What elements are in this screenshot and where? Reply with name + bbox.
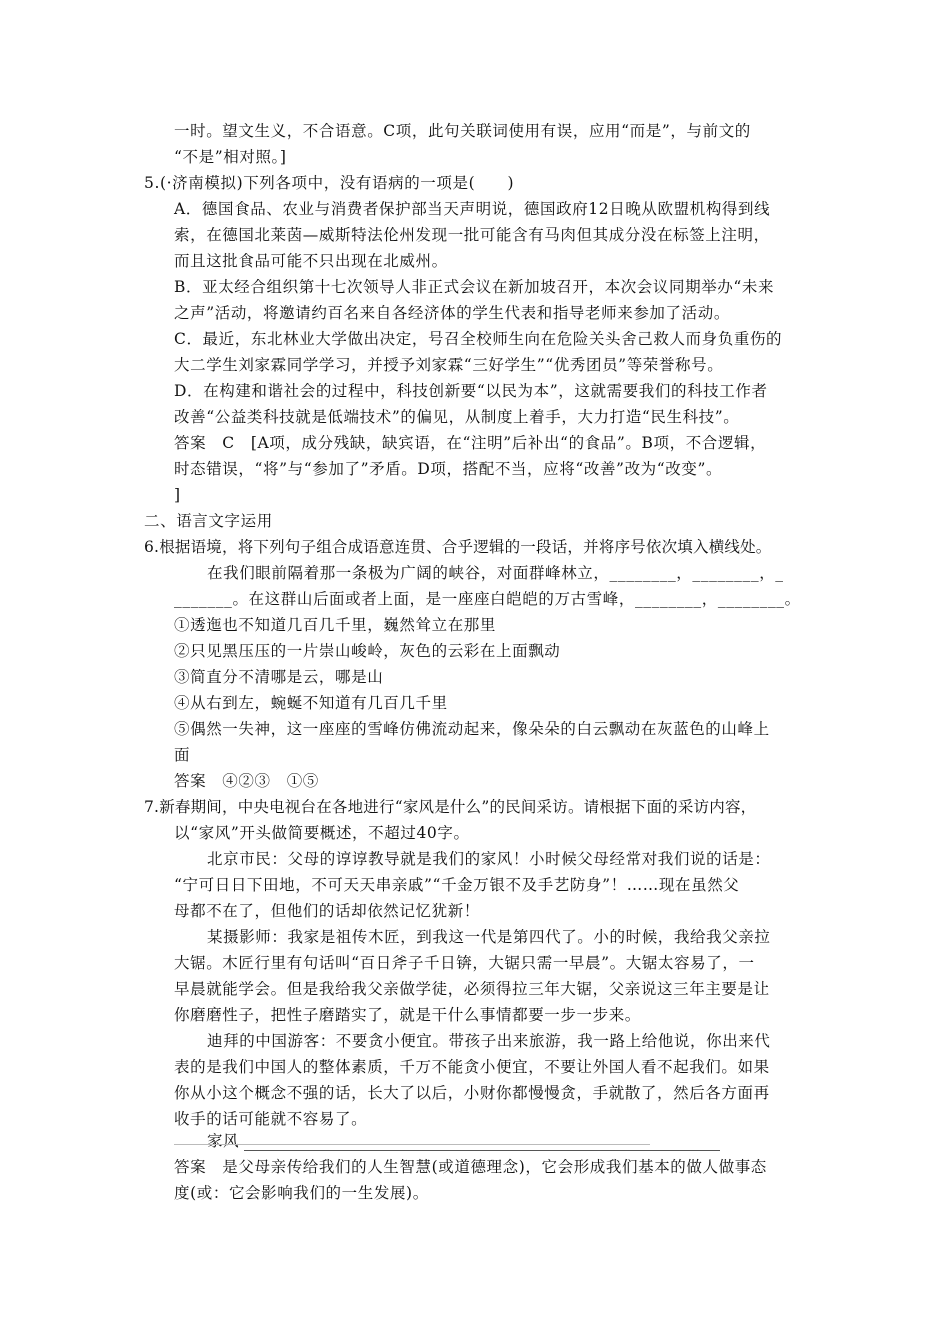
q5-answer: ] xyxy=(174,486,181,504)
q7-stem: 7.新春期间，中央电视台在各地进行“家风是什么”的民间采访。请根据下面的采访内容， xyxy=(144,798,757,816)
q7-interview-tourist: 表的是我们中国人的整体素质，千万不能贪小便宜，不要让外国人看不起我们。如果 xyxy=(174,1058,770,1076)
q6-option: ①透迤也不知道几百几千里，巍然耸立在那里 xyxy=(174,616,497,634)
q5-option-a: 而且这批食品可能不只出现在北威州。 xyxy=(174,252,448,270)
carryover-line: “不是”相对照。] xyxy=(174,148,287,166)
q6-passage: _______。在这群山后面或者上面，是一座座白皑皑的万古雪峰，________，________。 xyxy=(174,590,801,608)
section-title: 二、语言文字运用 xyxy=(144,512,273,530)
q5-stem: 5.(·济南模拟)下列各项中，没有语病的一项是( ) xyxy=(144,174,515,192)
q6-option: ②只见黑压压的一片崇山峻岭，灰色的云彩在上面飘动 xyxy=(174,642,561,660)
q5-option-c: 大二学生刘家霖同学学习，并授予刘家霖“三好学生”“优秀团员”等荣誉称号。 xyxy=(174,356,724,374)
q6-option: ③简直分不清哪是云，哪是山 xyxy=(174,668,384,686)
q5-option-a: 索，在德国北莱茵—威斯特法伦州发现一批可能含有马肉但其成分没在标签上注明， xyxy=(174,226,770,244)
answer-blank-line xyxy=(174,1144,650,1145)
q5-option-d: D．在构建和谐社会的过程中，科技创新要“以民为本”，这就需要我们的科技工作者 xyxy=(174,382,768,400)
q7-interview-tourist: 迪拜的中国游客：不要贪小便宜。带孩子出来旅游，我一路上给他说，你出来代 xyxy=(207,1032,771,1050)
q5-option-b: 之声”活动，将邀请约百名来自各经济体的学生代表和指导老师来参加了活动。 xyxy=(174,304,730,322)
q6-stem: 6.根据语境，将下列句子组合成语意连贯、合乎逻辑的一段话，并将序号依次填入横线处。 xyxy=(144,538,772,556)
q6-option: ⑤偶然一失神，这一座座的雪峰仿佛流动起来，像朵朵的白云飘动在灰蓝色的山峰上 xyxy=(174,720,770,738)
q7-interview-photographer: 大锯。木匠行里有句话叫“百日斧子千日锛，大锯只需一早晨”。大锯太容易了，一 xyxy=(174,954,755,972)
q5-option-d: 改善“公益类科技就是低端技术”的偏见，从制度上着手，大力打造“民生科技”。 xyxy=(174,408,740,426)
q6-option: 面 xyxy=(174,746,191,764)
q7-interview-tourist: 你从小这个概念不强的话，长大了以后，小财你都慢慢贪，手就散了，然后各方面再 xyxy=(174,1084,770,1102)
q7-interview-photographer: 某摄影师：我家是祖传木匠，到我这一代是第四代了。小的时候，我给我父亲拉 xyxy=(207,928,771,946)
q7-interview-photographer: 早晨就能学会。但是我给我父亲做学徒，必须得拉三年大锯，父亲说这三年主要是让 xyxy=(174,980,770,998)
carryover-line: 一时。望文生义，不合语意。C项，此句关联词使用有误，应用“而是”，与前文的 xyxy=(174,122,751,140)
q7-answer: 答案 是父母亲传给我们的人生智慧(或道德理念)，它会形成我们基本的做人做事态 xyxy=(174,1158,767,1176)
q5-option-c: C．最近，东北林业大学做出决定，号召全校师生向在危险关头舍己救人而身负重伤的 xyxy=(174,330,783,348)
q5-option-a: A．德国食品、农业与消费者保护部当天声明说，德国政府12日晚从欧盟机构得到线 xyxy=(174,200,771,218)
q5-answer: 答案 C [A项，成分残缺，缺宾语，在“注明”后补出“的食品”。B项，不合逻辑， xyxy=(174,434,767,452)
q7-interview-beijing: 北京市民：父母的谆谆教导就是我们的家风！小时候父母经常对我们说的话是： xyxy=(207,850,771,868)
q6-option: ④从右到左，蜿蜒不知道有几百几千里 xyxy=(174,694,448,712)
q5-answer: 时态错误，“将”与“参加了”矛盾。D项，搭配不当，应将“改善”改为“改变”。 xyxy=(174,460,723,478)
q7-answer: 度(或：它会影响我们的一生发展)。 xyxy=(174,1184,429,1202)
q7-interview-beijing: “宁可日日下田地，不可天天串亲戚”“千金万银不及手艺防身”！……现在虽然父 xyxy=(174,876,740,894)
q6-passage: 在我们眼前隔着那一条极为广阔的峡谷，对面群峰林立，________，________，_ xyxy=(207,564,784,582)
q5-option-b: B．亚太经合组织第十七次领导人非正式会议在新加坡召开，本次会议同期举办“未来 xyxy=(174,278,775,296)
q7-stem: 以“家风”开头做简要概述，不超过40字。 xyxy=(174,824,470,842)
q7-interview-tourist: 收手的话可能就不容易了。 xyxy=(174,1110,368,1128)
q6-answer: 答案 ④②③ ①⑤ xyxy=(174,772,319,790)
q7-interview-beijing: 母都不在了，但他们的话却依然记忆犹新！ xyxy=(174,902,480,920)
q7-prompt: 家风 xyxy=(207,1132,240,1150)
q7-interview-photographer: 你磨磨性子，把性子磨踏实了，就是干什么事情都要一步一步来。 xyxy=(174,1006,641,1024)
answer-blank-line xyxy=(244,1150,720,1151)
